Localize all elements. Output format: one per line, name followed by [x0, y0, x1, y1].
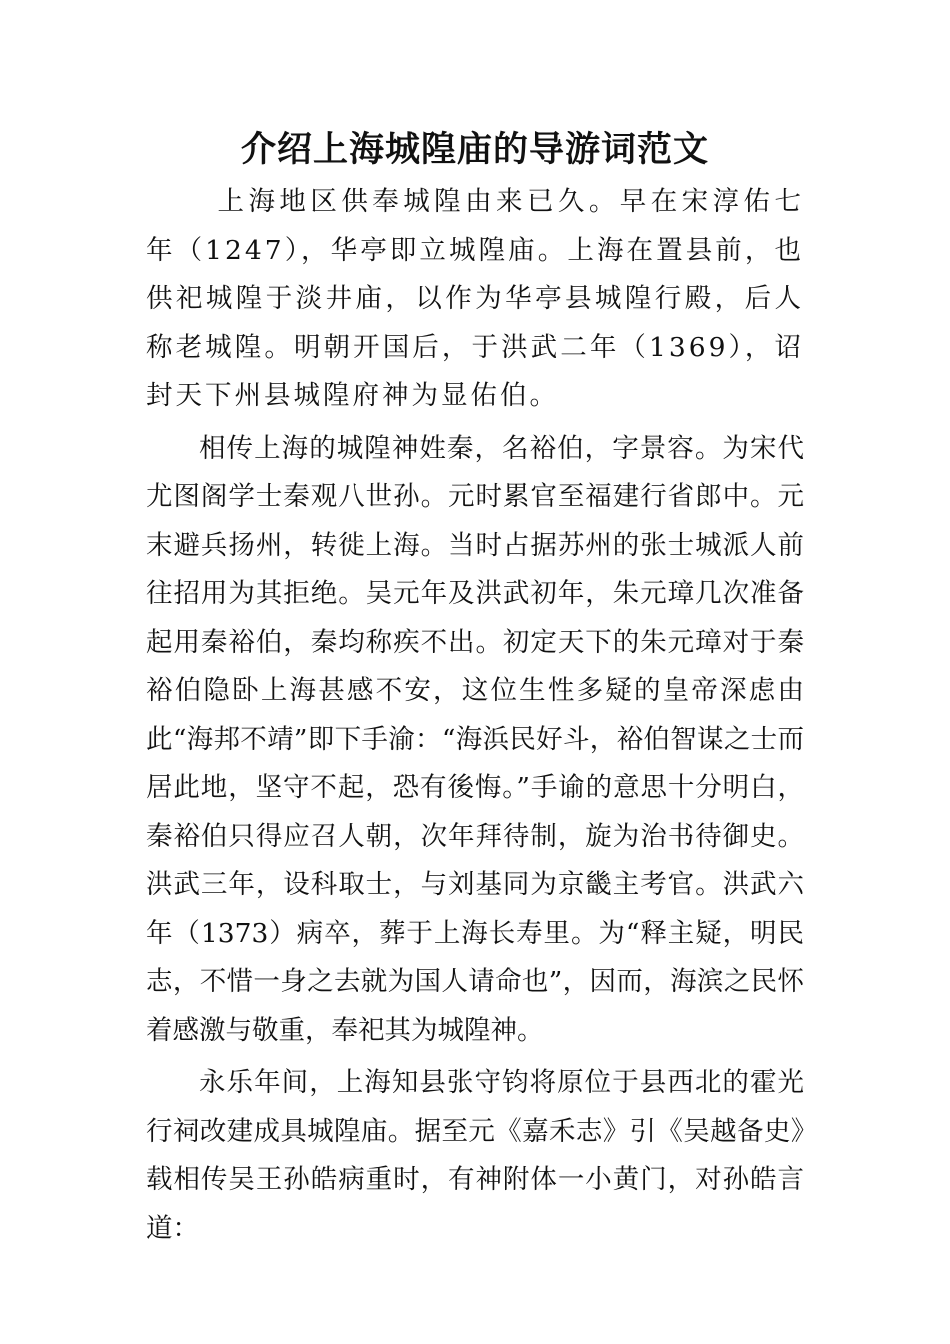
- paragraph-3: 永乐年间，上海知县张守钧将原位于县西北的霍光行祠改建成具城隍庙。据至元《嘉禾志》引《吴越备史》载相传吴王孙皓病重时，有神附体一小黄门，对孙皓言道：: [146, 1067, 804, 1244]
- document-title: 介绍上海城隍庙的导游词范文: [240, 130, 709, 170]
- document-body: [146, 178, 804, 1257]
- paragraph-1: 上海地区供奉城隍由来已久。早在宋淳佑七年（1247），华亭即立城隍庙。上海在置县前，也供祀城隍于淡井庙，以作为华亭县城隍行殿，后人称老城隍。明朝开国后，于洪武二年（1369），诏封天下州县城隍府神为显佑伯。: [146, 186, 804, 411]
- paragraph-2: 相传上海的城隍神姓秦，名裕伯，字景容。为宋代尤图阁学士秦观八世孙。元时累官至福建行省郎中。元末避兵扬州，转徙上海。当时占据苏州的张士城派人前往招用为其拒绝。吴元年及洪武初年，朱元璋几次准备起用秦裕伯，秦均称疾不出。初定天下的朱元璋对于秦裕伯隐卧上海甚感不安，这位生性多疑的皇帝深虑由此“海邦不靖”即下手渝：“海浜民好斗，裕伯智谋之士而居此地，坚守不起，恐有後悔。”手谕的意思十分明白，秦裕伯只得应召人朝，次年拜待制，旋为治书待御史。洪武三年，设科取士，与刘基同为京畿主考官。洪武六年（1373）病卒，葬于上海长寿里。为“释主疑，明民志，不惜一身之去就为国人请命也”，因而，海滨之民怀着感激与敬重，奉祀其为城隍神。: [146, 432, 804, 1046]
